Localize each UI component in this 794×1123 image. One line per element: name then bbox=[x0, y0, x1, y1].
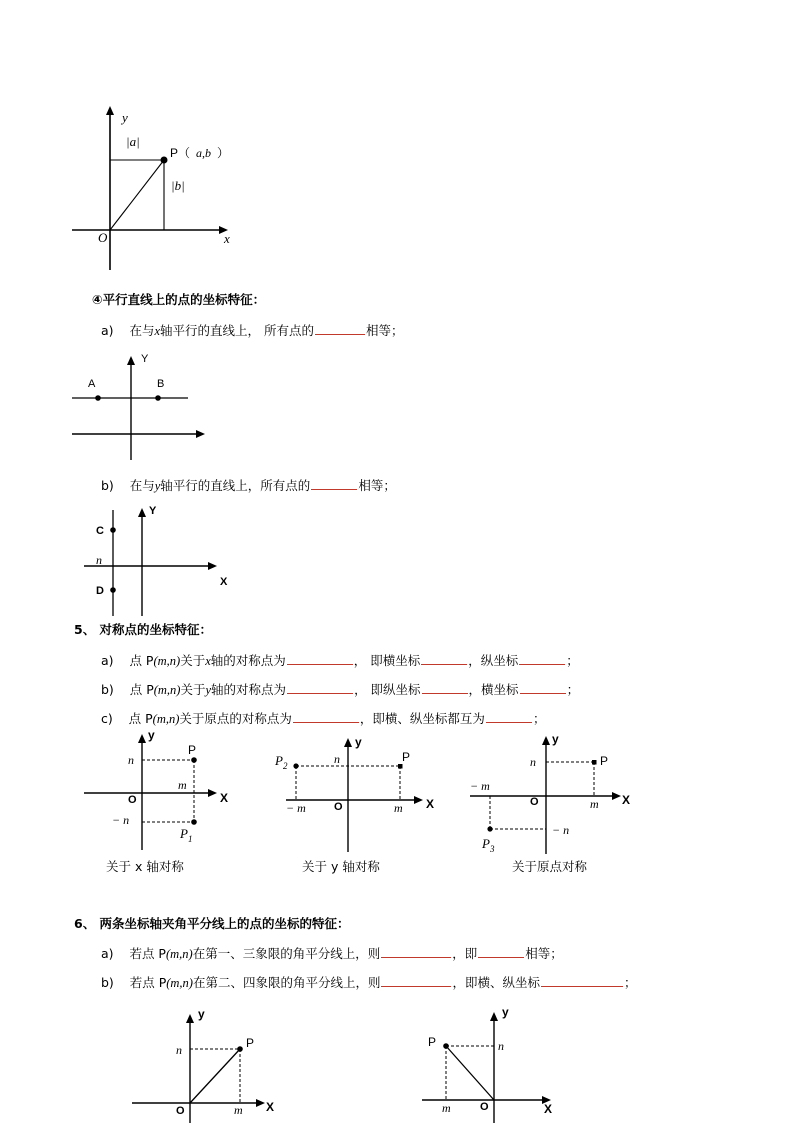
blank-5a-3[interactable] bbox=[519, 652, 565, 665]
y-axis-arrow bbox=[127, 356, 135, 365]
origin-label: O bbox=[530, 796, 539, 808]
neg-m-label: − m bbox=[470, 779, 490, 793]
origin-label: O bbox=[334, 801, 343, 813]
figure-parallel-x bbox=[66, 350, 216, 465]
abs-b-label: |b| bbox=[171, 178, 185, 193]
blank-5c-1[interactable] bbox=[293, 710, 359, 723]
x-axis-arrow bbox=[208, 789, 217, 797]
neg-m-label: − m bbox=[286, 801, 306, 815]
x-label: X bbox=[426, 797, 435, 811]
point-b-label: B bbox=[157, 378, 165, 390]
x-axis-arrow bbox=[414, 796, 423, 804]
x-axis-arrow bbox=[208, 562, 217, 570]
x-label: X bbox=[266, 1100, 275, 1114]
m-label: m bbox=[590, 797, 599, 811]
point-b bbox=[155, 395, 161, 401]
blank-6b-2[interactable] bbox=[541, 974, 623, 987]
caption-symmetry-origin: 关于原点对称 bbox=[512, 859, 588, 874]
n-label: n bbox=[128, 753, 134, 767]
y-label: y bbox=[122, 110, 128, 125]
m-label: m bbox=[442, 1101, 451, 1115]
n-label: n bbox=[530, 755, 536, 769]
point-p-label: P bbox=[600, 754, 609, 768]
x-axis-arrow bbox=[256, 1099, 265, 1107]
point-p bbox=[191, 757, 197, 763]
blank-6a-1[interactable] bbox=[381, 945, 451, 958]
y-label: Y bbox=[149, 505, 157, 517]
origin-label: O bbox=[176, 1105, 185, 1117]
blank-5a-1[interactable] bbox=[287, 652, 353, 665]
point-p bbox=[398, 764, 403, 769]
point-a bbox=[95, 395, 101, 401]
caption-symmetry-x: 关于 x 轴对称 bbox=[106, 859, 184, 874]
y-axis-arrow bbox=[138, 734, 146, 743]
blank-6b-1[interactable] bbox=[381, 974, 451, 987]
x-axis-arrow bbox=[612, 792, 621, 800]
section-5-item-a: a) 点 P(m,n)关于x轴的对称点为 ， 即横坐标 ，纵坐标 ； bbox=[101, 653, 579, 668]
origin-label: O bbox=[98, 230, 108, 245]
y-label: y bbox=[355, 735, 362, 749]
neg-n-label: − n bbox=[112, 813, 130, 827]
figure-symmetry-origin bbox=[466, 730, 641, 855]
point-a-label: A bbox=[88, 378, 96, 390]
point-d bbox=[110, 587, 116, 593]
x-label: X bbox=[544, 1102, 553, 1116]
section-4-title: ④平行直线上的点的坐标特征： bbox=[92, 292, 266, 307]
point-p2 bbox=[293, 763, 298, 768]
point-p bbox=[443, 1043, 449, 1049]
section-5-item-c: c) 点 P(m,n)关于原点的对称点为 ，即横、纵坐标都互为 ； bbox=[101, 711, 546, 726]
section-6-item-b: b) 若点 P(m,n)在第二、四象限的角平分线上，则 ，即横、纵坐标 ； bbox=[101, 975, 637, 990]
blank-5b-2[interactable] bbox=[422, 681, 468, 694]
n-label: n bbox=[498, 1039, 504, 1053]
section-4-item-b: b) 在与y轴平行的直线上，所有点的 相等； bbox=[101, 478, 396, 493]
y-axis-arrow bbox=[490, 1012, 498, 1021]
m-label: m bbox=[234, 1103, 243, 1117]
blank-4b[interactable] bbox=[311, 477, 357, 490]
point-p bbox=[592, 760, 597, 765]
point-p3-label: $P_3$ bbox=[482, 836, 495, 854]
figure-bisector-2-4 bbox=[420, 1000, 570, 1123]
x-label: X bbox=[622, 793, 631, 807]
figure-symmetry-y bbox=[272, 732, 442, 852]
figure-point-distance bbox=[66, 100, 246, 275]
diagonal-segment bbox=[110, 160, 164, 230]
blank-4a[interactable] bbox=[315, 322, 365, 335]
point-c bbox=[110, 527, 116, 533]
point-p-label: P bbox=[428, 1035, 437, 1049]
n-label: n bbox=[96, 553, 102, 567]
blank-6a-2[interactable] bbox=[478, 945, 524, 958]
point-p-label: P bbox=[188, 743, 197, 757]
x-label: X bbox=[220, 791, 229, 805]
n-label: n bbox=[334, 752, 340, 766]
section-4-item-a: a) 在与x轴平行的直线上， 所有点的 相等； bbox=[101, 323, 404, 338]
blank-5b-1[interactable] bbox=[287, 681, 353, 694]
y-label: Y bbox=[141, 353, 149, 365]
y-label: y bbox=[552, 732, 559, 746]
y-axis-arrow bbox=[106, 106, 114, 115]
section-6-title: 6、 两条坐标轴夹角平分线上的点的坐标的特征： bbox=[74, 916, 350, 931]
y-axis-arrow bbox=[542, 736, 550, 745]
point-p2-label: $P_2$ bbox=[275, 753, 288, 771]
blank-5b-3[interactable] bbox=[520, 681, 566, 694]
point-p-label: P bbox=[402, 750, 411, 764]
y-axis-arrow bbox=[138, 508, 146, 517]
caption-symmetry-y: 关于 y 轴对称 bbox=[302, 859, 380, 874]
point-p bbox=[237, 1046, 243, 1052]
point-d-label: D bbox=[96, 585, 104, 597]
x-label: X bbox=[220, 576, 228, 588]
point-c-label: C bbox=[96, 525, 104, 537]
abs-a-label: |a| bbox=[126, 134, 140, 149]
bisector-line bbox=[190, 1049, 240, 1103]
y-label: y bbox=[148, 728, 155, 742]
point-p1 bbox=[191, 819, 197, 825]
y-axis-arrow bbox=[344, 738, 352, 747]
bisector-line bbox=[446, 1046, 494, 1100]
blank-5a-2[interactable] bbox=[421, 652, 467, 665]
m-label: m bbox=[394, 801, 403, 815]
point-p bbox=[161, 157, 168, 164]
point-p3 bbox=[487, 826, 492, 831]
y-label: y bbox=[502, 1005, 509, 1019]
origin-label: O bbox=[480, 1101, 489, 1113]
point-p-label: P bbox=[246, 1036, 255, 1050]
section-5-title: 5、 对称点的坐标特征： bbox=[74, 622, 213, 637]
neg-n-label: − n bbox=[552, 823, 570, 837]
y-label: y bbox=[198, 1007, 205, 1021]
figure-bisector-1-3 bbox=[130, 1002, 290, 1123]
y-axis-arrow bbox=[186, 1014, 194, 1023]
section-6-item-a: a) 若点 P(m,n)在第一、三象限的角平分线上，则 ，即 相等； bbox=[101, 946, 563, 961]
x-label: x bbox=[224, 231, 230, 246]
figure-symmetry-x bbox=[80, 726, 240, 851]
m-label: m bbox=[178, 778, 187, 792]
figure-parallel-y bbox=[80, 500, 240, 618]
n-label: n bbox=[176, 1043, 182, 1057]
section-5-item-b: b) 点 P(m,n)关于y轴的对称点为 ， 即纵坐标 ，横坐标 ； bbox=[101, 682, 580, 697]
point-p1-label: $P_1$ bbox=[180, 826, 193, 844]
x-axis-arrow bbox=[196, 430, 205, 438]
blank-5c-2[interactable] bbox=[486, 710, 532, 723]
origin-label: O bbox=[128, 794, 137, 806]
point-p-label: P（ a,b ） bbox=[170, 146, 230, 160]
